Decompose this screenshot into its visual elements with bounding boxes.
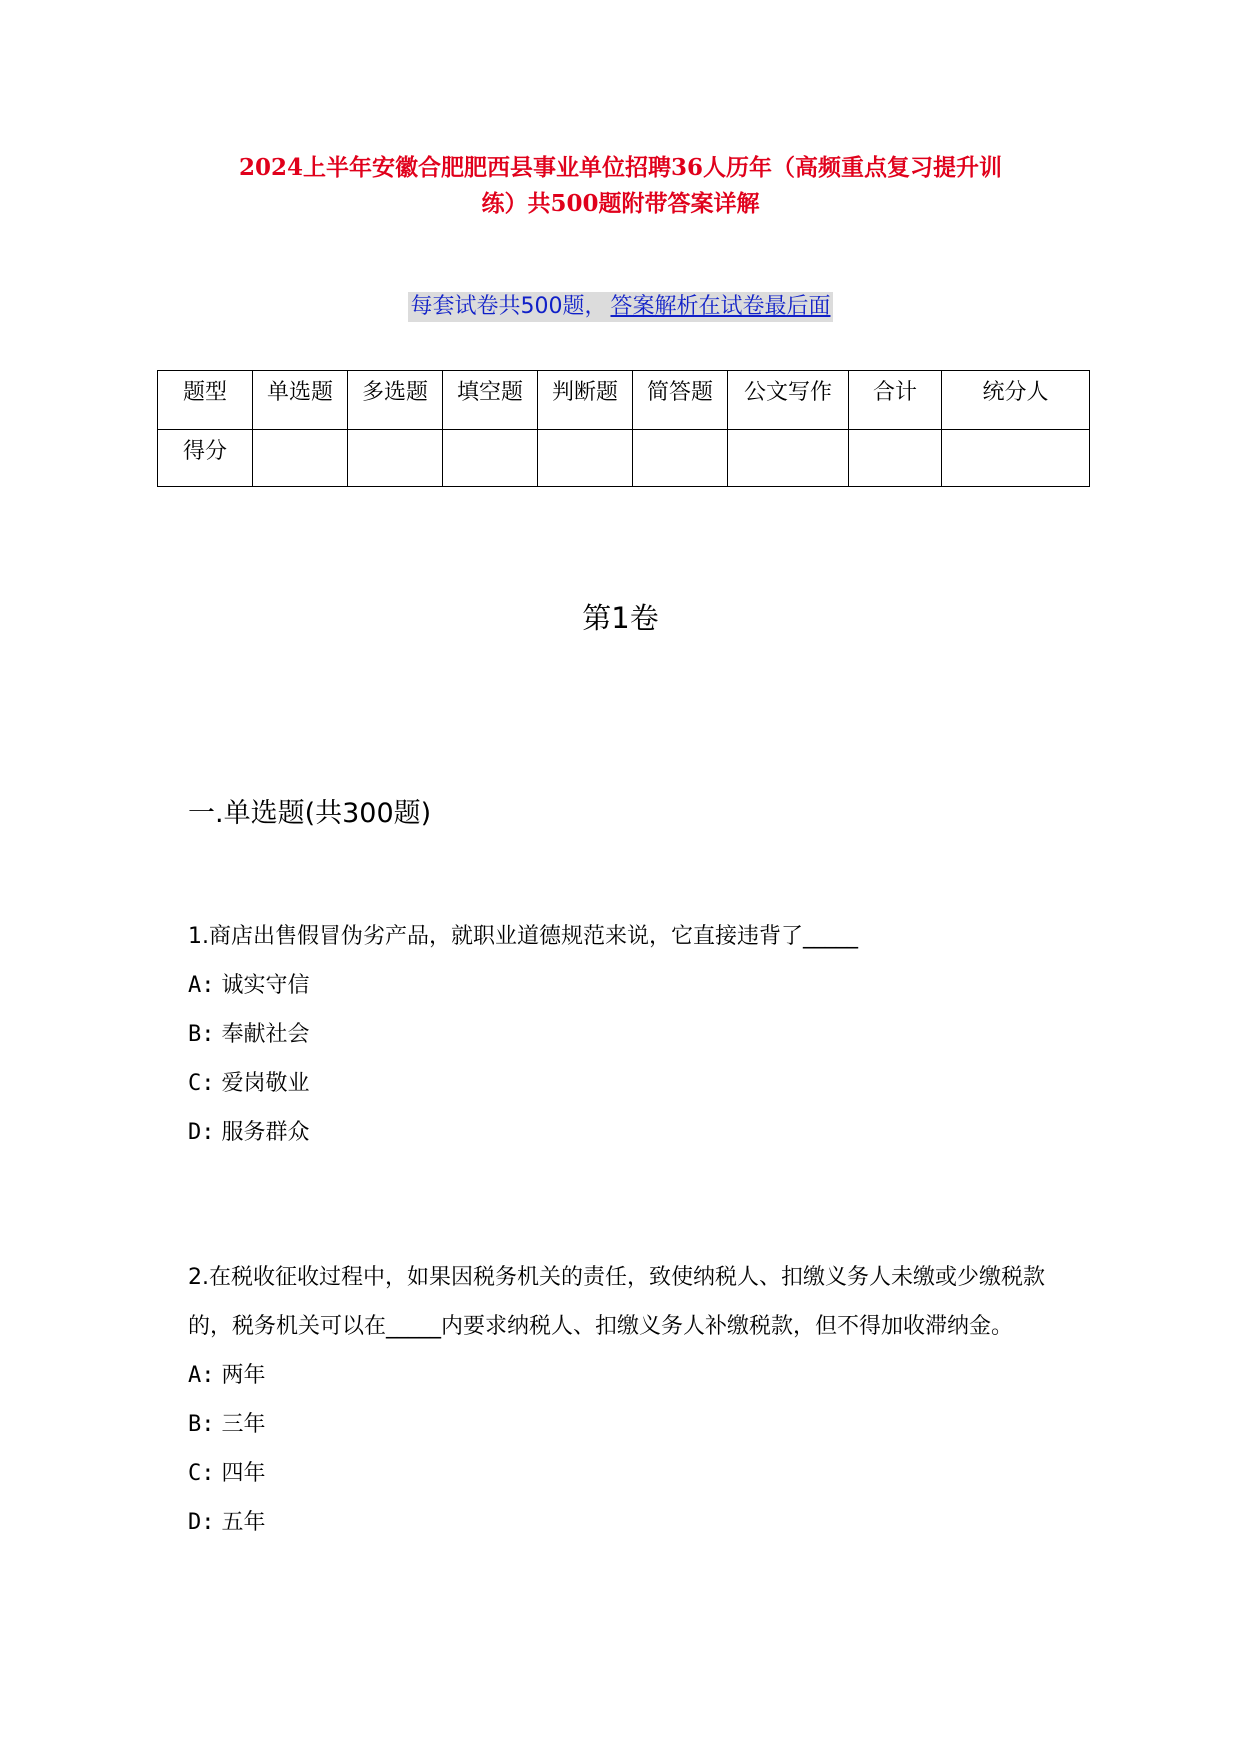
question-2-option-a: A: 两年 [188, 1363, 266, 1388]
header-cell-writing: 公文写作 [728, 371, 849, 430]
question-2-text: 2.在税收征收过程中，如果因税务机关的责任，致使纳税人、扣缴义务人未缴或少缴税款的，税务机关可以在_____内要求纳税人、扣缴义务人补缴税款，但不得加收滞纳金。 [188, 1265, 1045, 1339]
subtitle-part-1: 每套试卷共500题， [408, 292, 608, 322]
document-title-line-2: 练）共500题附带答案详解 [481, 190, 760, 217]
score-row-label: 得分 [158, 430, 253, 487]
question-2-option-d: D: 五年 [188, 1510, 266, 1535]
subtitle-link-answers[interactable]: 答案解析在试卷最后面 [608, 292, 832, 322]
volume-heading: 第1卷 [582, 601, 659, 635]
document-subtitle [0, 292, 1241, 322]
score-cell-short-answer [633, 430, 728, 487]
section-heading: 一.单选题(共300题) [188, 798, 432, 829]
header-cell-scorer: 统分人 [942, 371, 1090, 430]
question-1-option-d: D: 服务群众 [188, 1120, 310, 1145]
document-title-line-1: 2024上半年安徽合肥肥西县事业单位招聘36人历年（高频重点复习提升训 [238, 154, 1003, 181]
score-cell-fill-blank [443, 430, 538, 487]
question-2-option-c: C: 四年 [188, 1461, 266, 1486]
question-1-option-c: C: 爱岗敬业 [188, 1071, 310, 1096]
header-cell-true-false: 判断题 [538, 371, 633, 430]
question-1-text: 1.商店出售假冒伪劣产品，就职业道德规范来说，它直接违背了_____ [188, 924, 858, 949]
header-cell-single-choice: 单选题 [253, 371, 348, 430]
score-table-score-row [158, 430, 1090, 487]
score-cell-single-choice [253, 430, 348, 487]
score-table [157, 370, 1090, 487]
question-2 [188, 1253, 1068, 1547]
score-cell-scorer [942, 430, 1090, 487]
score-table-header-row [158, 371, 1090, 430]
score-cell-true-false [538, 430, 633, 487]
question-2-option-b: B: 三年 [188, 1412, 266, 1437]
header-cell-fill-blank: 填空题 [443, 371, 538, 430]
header-cell-type: 题型 [158, 371, 253, 430]
score-cell-multiple-choice [348, 430, 443, 487]
header-cell-short-answer: 简答题 [633, 371, 728, 430]
question-1 [188, 912, 1068, 1157]
question-1-option-a: A: 诚实守信 [188, 973, 310, 998]
score-cell-writing [728, 430, 849, 487]
question-1-option-b: B: 奉献社会 [188, 1022, 310, 1047]
score-cell-total [849, 430, 942, 487]
header-cell-multiple-choice: 多选题 [348, 371, 443, 430]
header-cell-total: 合计 [849, 371, 942, 430]
document-title [200, 150, 1041, 222]
